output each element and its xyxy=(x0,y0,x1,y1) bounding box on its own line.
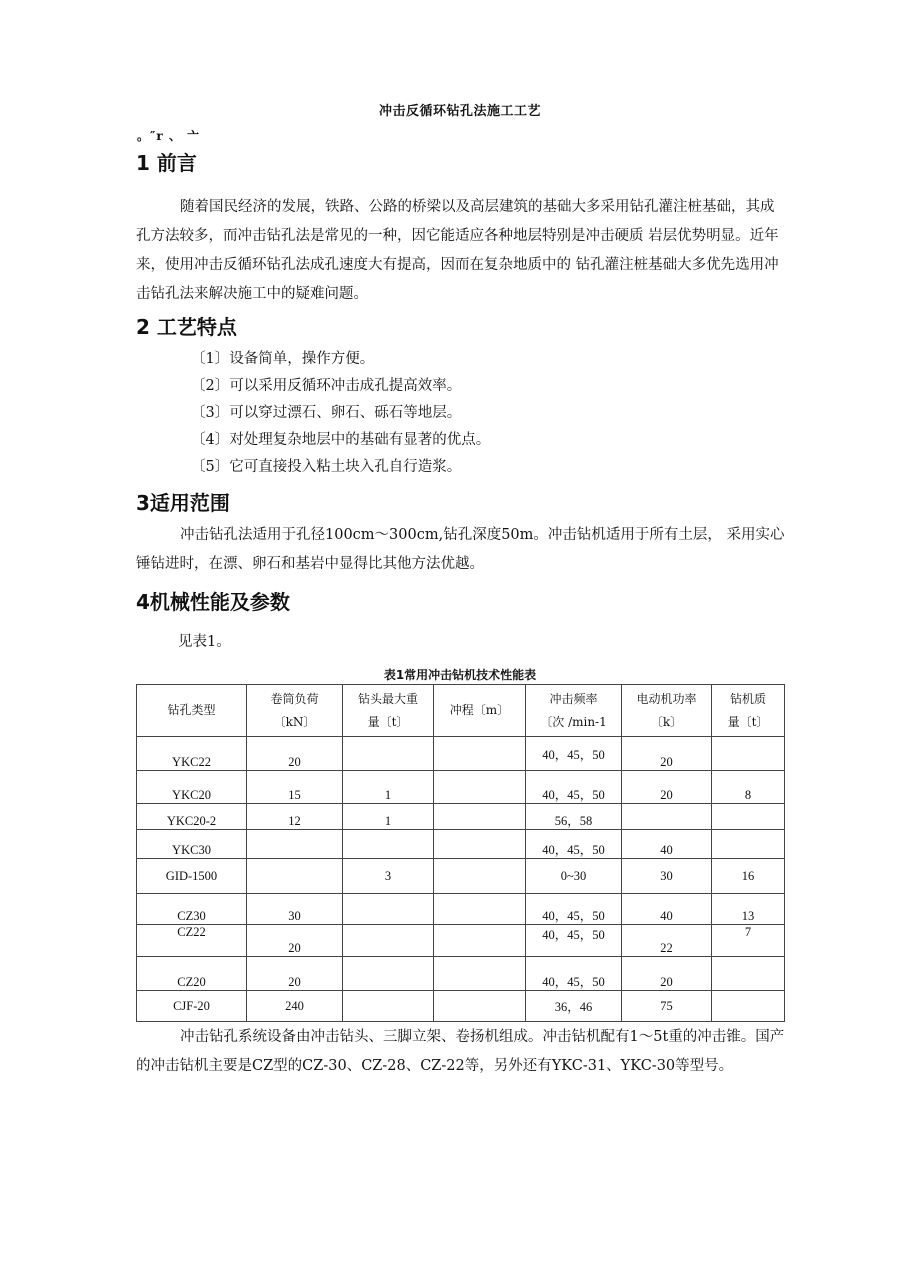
cell: GID-1500 xyxy=(137,859,247,894)
cell: 40，45，50 xyxy=(526,894,622,925)
scope-paragraph: 冲击钻孔法适用于孔径100cm～300cm,钻孔深度50m。冲击钻机适用于所有土层， 采用实心锤钻进时，在漂、卵石和基岩中显得比其他方法优越。 xyxy=(136,527,785,572)
table-row xyxy=(137,957,785,991)
table-row xyxy=(137,737,785,771)
heading-features: 2 工艺特点 xyxy=(136,315,237,339)
document-title: 冲击反循环钻孔法施工工艺 xyxy=(378,104,541,119)
heading-machinery: 4机械性能及参数 xyxy=(136,590,290,614)
table-caption: 表1常用冲击钻机技术性能表 xyxy=(383,668,537,682)
table-row xyxy=(137,859,785,894)
cell: CJF-20 xyxy=(137,991,247,1022)
header-motor-power: 电动机功率 〔k〕 xyxy=(622,685,712,737)
cell: 40，45，50 xyxy=(526,771,622,804)
cell: 20 xyxy=(622,957,712,991)
cell xyxy=(343,925,434,957)
preface-paragraph: 随着国民经济的发展，铁路、公路的桥梁以及高层建筑的基础大多采用钻孔灌注桩基础，其成孔方法较多，而冲击钻孔法是常见的一种，因它能适应各种地层特别是冲击硬质 岩层优势明显。近年来，使用冲击反循环钻孔法成孔速度大有提高，因而在复杂地质中的 钻孔灌注桩基础大多优先选用冲击钻孔法来解决施工中的疑难问题。 xyxy=(136,199,779,302)
header-stroke: 冲程〔m〕 xyxy=(434,685,526,737)
cell: YKC20 xyxy=(137,771,247,804)
cell: 240 xyxy=(247,991,343,1022)
cell: 40 xyxy=(622,830,712,859)
cell xyxy=(434,859,526,894)
cell xyxy=(712,991,785,1022)
cell: YKC30 xyxy=(137,830,247,859)
cell: 40，45，50 xyxy=(526,737,622,771)
table-row xyxy=(137,804,785,830)
cell: CZ22 xyxy=(137,925,247,957)
cell: CZ20 xyxy=(137,957,247,991)
cell xyxy=(343,957,434,991)
cell: 13 xyxy=(712,894,785,925)
cell: 22 xyxy=(622,925,712,957)
cell: YKC20-2 xyxy=(137,804,247,830)
cell xyxy=(247,859,343,894)
header-drum-load: 卷筒负荷 〔kN〕 xyxy=(247,685,343,737)
cell: 20 xyxy=(622,737,712,771)
cell: 40，45，50 xyxy=(526,830,622,859)
cell: 20 xyxy=(247,925,343,957)
feature-item-5: 〔5〕它可直接投入粘土块入孔自行造浆。 xyxy=(191,459,462,475)
cell xyxy=(434,830,526,859)
heading-preface: 1 前言 xyxy=(136,151,197,175)
cell xyxy=(712,737,785,771)
cell: 75 xyxy=(622,991,712,1022)
cell xyxy=(247,830,343,859)
cell: 3 xyxy=(343,859,434,894)
feature-item-3: 〔3〕可以穿过漂石、卵石、砾石等地层。 xyxy=(191,405,462,421)
header-machine-weight: 钻机质 量〔t〕 xyxy=(712,685,785,737)
cell xyxy=(343,830,434,859)
heading-scope: 3适用范围 xyxy=(136,491,230,515)
cell: 20 xyxy=(622,771,712,804)
table-row xyxy=(137,830,785,859)
see-table-text: 见表1。 xyxy=(178,634,231,650)
feature-item-1: 〔1〕设备简单，操作方便。 xyxy=(191,351,375,367)
cell xyxy=(434,957,526,991)
cell xyxy=(622,804,712,830)
scan-artifact-text: 。″r 、 亠 xyxy=(137,129,201,143)
cell: 36，46 xyxy=(526,991,622,1022)
cell xyxy=(712,804,785,830)
table-row xyxy=(137,894,785,925)
table-row xyxy=(137,925,785,957)
cell: 15 xyxy=(247,771,343,804)
cell xyxy=(434,771,526,804)
cell: 30 xyxy=(622,859,712,894)
cell xyxy=(434,737,526,771)
cell: 40，45，50 xyxy=(526,957,622,991)
cell xyxy=(434,804,526,830)
cell: CZ30 xyxy=(137,894,247,925)
cell: 0~30 xyxy=(526,859,622,894)
cell xyxy=(343,737,434,771)
closing-paragraph: 冲击钻孔系统设备由冲击钻头、三脚立架、卷扬机组成。冲击钻机配有1～5t重的冲击锥。国产的冲击钻机主要是CZ型的CZ-30、CZ-28、CZ-22等，另外还有YKC-31、YKC-30等型号。 xyxy=(136,1029,785,1074)
cell xyxy=(434,991,526,1022)
cell: 56，58 xyxy=(526,804,622,830)
cell: 16 xyxy=(712,859,785,894)
cell: 1 xyxy=(343,771,434,804)
cell: 1 xyxy=(343,804,434,830)
cell: 8 xyxy=(712,771,785,804)
table-row xyxy=(137,771,785,804)
header-impact-frequency: 冲击频率 〔次 /min-1 xyxy=(526,685,622,737)
feature-item-2: 〔2〕可以采用反循环冲击成孔提高效率。 xyxy=(191,378,462,394)
cell: 20 xyxy=(247,737,343,771)
cell: 40 xyxy=(622,894,712,925)
header-bit-weight: 钻头最大重 量〔t〕 xyxy=(343,685,434,737)
cell: 7 xyxy=(712,925,785,957)
cell xyxy=(434,925,526,957)
table-row xyxy=(137,991,785,1022)
header-drill-type: 钻孔类型 xyxy=(137,685,247,737)
cell: 30 xyxy=(247,894,343,925)
cell xyxy=(343,991,434,1022)
cell: 40，45，50 xyxy=(526,925,622,957)
cell: YKC22 xyxy=(137,737,247,771)
feature-item-4: 〔4〕对处理复杂地层中的基础有显著的优点。 xyxy=(191,432,491,448)
cell xyxy=(712,830,785,859)
cell: 20 xyxy=(247,957,343,991)
cell xyxy=(343,894,434,925)
drill-spec-table xyxy=(136,684,785,1022)
cell xyxy=(434,894,526,925)
cell: 12 xyxy=(247,804,343,830)
table-header-row xyxy=(137,685,785,737)
cell xyxy=(712,957,785,991)
